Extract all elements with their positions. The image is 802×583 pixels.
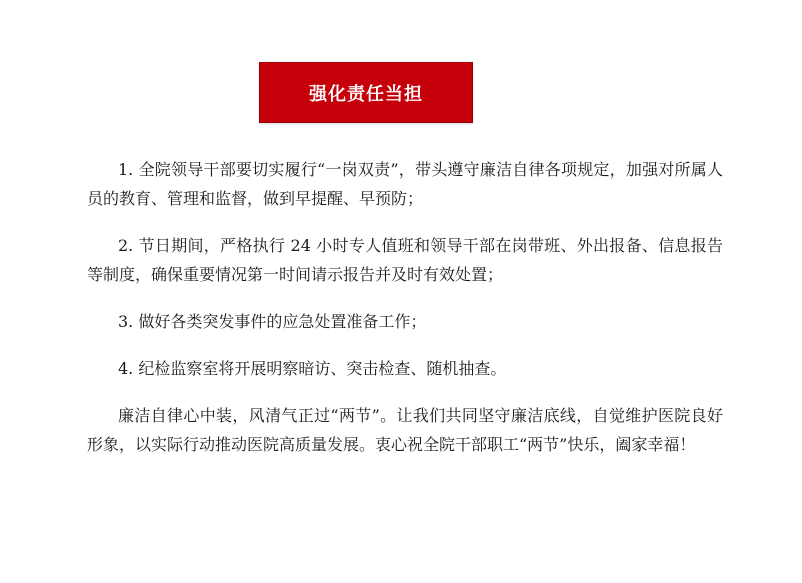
title-banner	[259, 62, 473, 123]
paragraph-item-3: 3. 做好各类突发事件的应急处置准备工作；	[118, 312, 427, 331]
page-title: 强化责任当担	[309, 83, 423, 105]
paragraph-item-4: 4. 纪检监察室将开展明察暗访、突击检查、随机抽查。	[118, 359, 507, 378]
closing-paragraph: 廉洁自律心中装，风清气正过“两节”。让我们共同坚守廉洁底线，自觉维护医院良好形象，以实际行动推动医院高质量发展。衷心祝全院干部职工“两节”快乐，阖家幸福！	[87, 406, 723, 454]
paragraph-item-2: 2. 节日期间，严格执行 24 小时专人值班和领导干部在岗带班、外出报备、信息报告等制度，确保重要情况第一时间请示报告并及时有效处置；	[87, 236, 723, 284]
paragraph-item-1: 1. 全院领导干部要切实履行“一岗双责”，带头遵守廉洁自律各项规定，加强对所属人员的教育、管理和监督，做到早提醒、早预防；	[87, 160, 723, 208]
document-body	[87, 155, 723, 459]
